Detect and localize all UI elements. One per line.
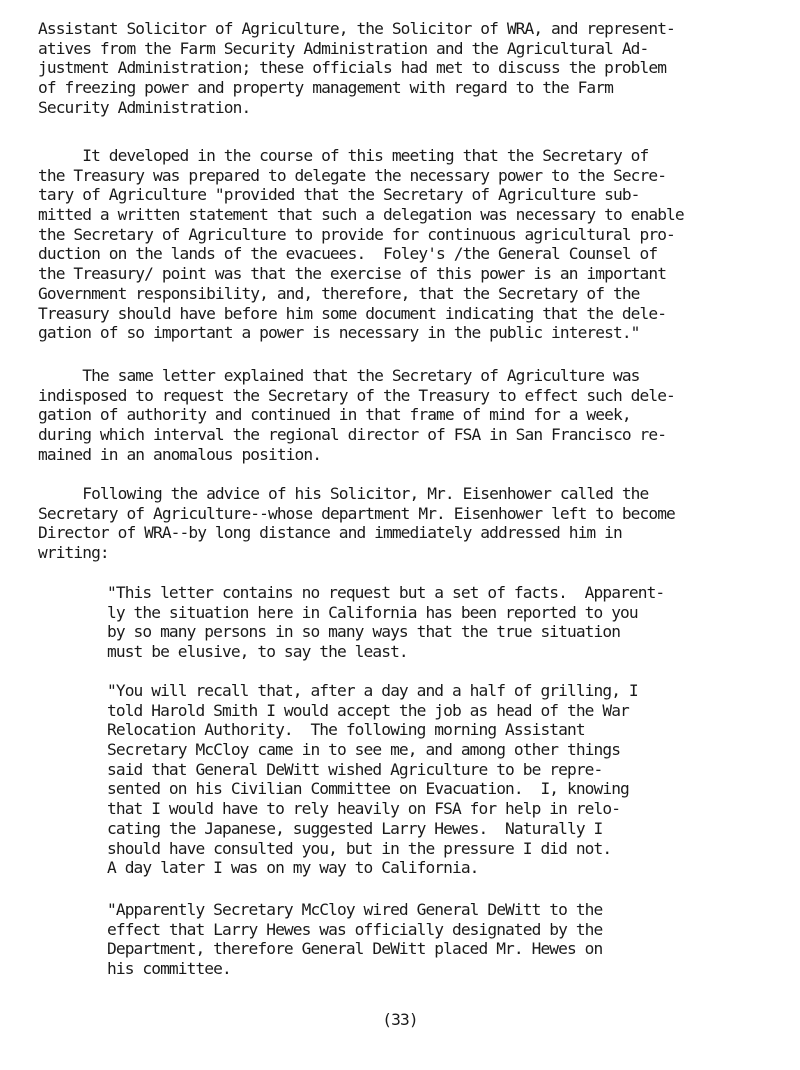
text-line: Government responsibility, and, therefore, that the Secretary of the [38,283,640,303]
text-line: during which interval the regional director of FSA in San Francisco re- [38,425,667,445]
text-line: It developed in the course of this meeting that the Secretary of [38,146,649,165]
text-line: "This letter contains no request but a set of facts. Apparent- [107,583,665,602]
text-line: should have consulted you, but in the pressure I did not. [107,838,612,858]
text-line: tary of Agriculture "provided that the Secretary of Agriculture sub- [38,185,640,205]
paragraph [38,484,675,563]
text-line: Director of WRA--by long distance and immediately addressed him in [38,523,622,543]
page-number: (33) [382,1010,418,1029]
text-line: atives from the Farm Security Administration and the Agricultural Ad- [38,38,649,58]
text-line: gation of so important a power is necessary in the public interest." [38,323,640,343]
block-quote [107,900,602,979]
text-line: Relocation Authority. The following morning Assistant [107,720,585,740]
text-line: ly the situation here in California has been reported to you [107,602,638,622]
text-line: indisposed to request the Secretary of the Treasury to effect such dele- [38,385,675,405]
text-line: the Treasury/ point was that the exercise of this power is an important [38,264,667,284]
text-line: Department, therefore General DeWitt placed Mr. Hewes on [107,939,603,959]
text-line: Following the advice of his Solicitor, Mr. Eisenhower called the [38,484,649,503]
text-line: duction on the lands of the evacuees. Foley's /the General Counsel of [38,244,658,264]
text-line: writing: [38,543,109,563]
text-line: the Secretary of Agriculture to provide for continuous agricultural pro- [38,224,675,244]
text-line: must be elusive, to say the least. [107,642,408,662]
block-quote [107,583,664,662]
text-line: sented on his Civilian Committee on Evacuation. I, knowing [107,779,629,799]
paragraph [38,146,684,343]
text-line: Security Administration. [38,97,251,117]
text-line: Secretary McCloy came in to see me, and among other things [107,740,621,760]
text-line: mained in an anomalous position. [38,444,322,464]
text-line: said that General DeWitt wished Agriculture to be repre- [107,759,603,779]
text-line: justment Administration; these officials had met to discuss the problem [38,58,667,78]
text-line: Secretary of Agriculture--whose department Mr. Eisenhower left to become [38,503,675,523]
paragraph [38,366,675,464]
block-quote [107,681,638,878]
text-line: "You will recall that, after a day and a half of grilling, I [107,681,638,700]
text-line: the Treasury was prepared to delegate the necessary power to the Secre- [38,165,667,185]
paragraph [38,19,675,117]
text-line: told Harold Smith I would accept the job as head of the War [107,700,629,720]
text-line: A day later I was on my way to California. [107,858,479,878]
text-line: his committee. [107,959,231,979]
text-line: gation of authority and continued in that frame of mind for a week, [38,405,631,425]
text-line: The same letter explained that the Secretary of Agriculture was [38,366,640,385]
text-line: that I would have to rely heavily on FSA for help in relo- [107,799,621,819]
text-line: Treasury should have before him some document indicating that the dele- [38,303,667,323]
text-line: mitted a written statement that such a delegation was necessary to enable [38,205,684,225]
text-line: effect that Larry Hewes was officially designated by the [107,919,603,939]
text-line: cating the Japanese, suggested Larry Hewes. Naturally I [107,818,603,838]
text-line: "Apparently Secretary McCloy wired General DeWitt to the [107,900,603,919]
text-line: of freezing power and property management with regard to the Farm [38,78,613,98]
text-line: by so many persons in so many ways that the true situation [107,622,621,642]
text-line: Assistant Solicitor of Agriculture, the Solicitor of WRA, and represent- [38,19,675,38]
